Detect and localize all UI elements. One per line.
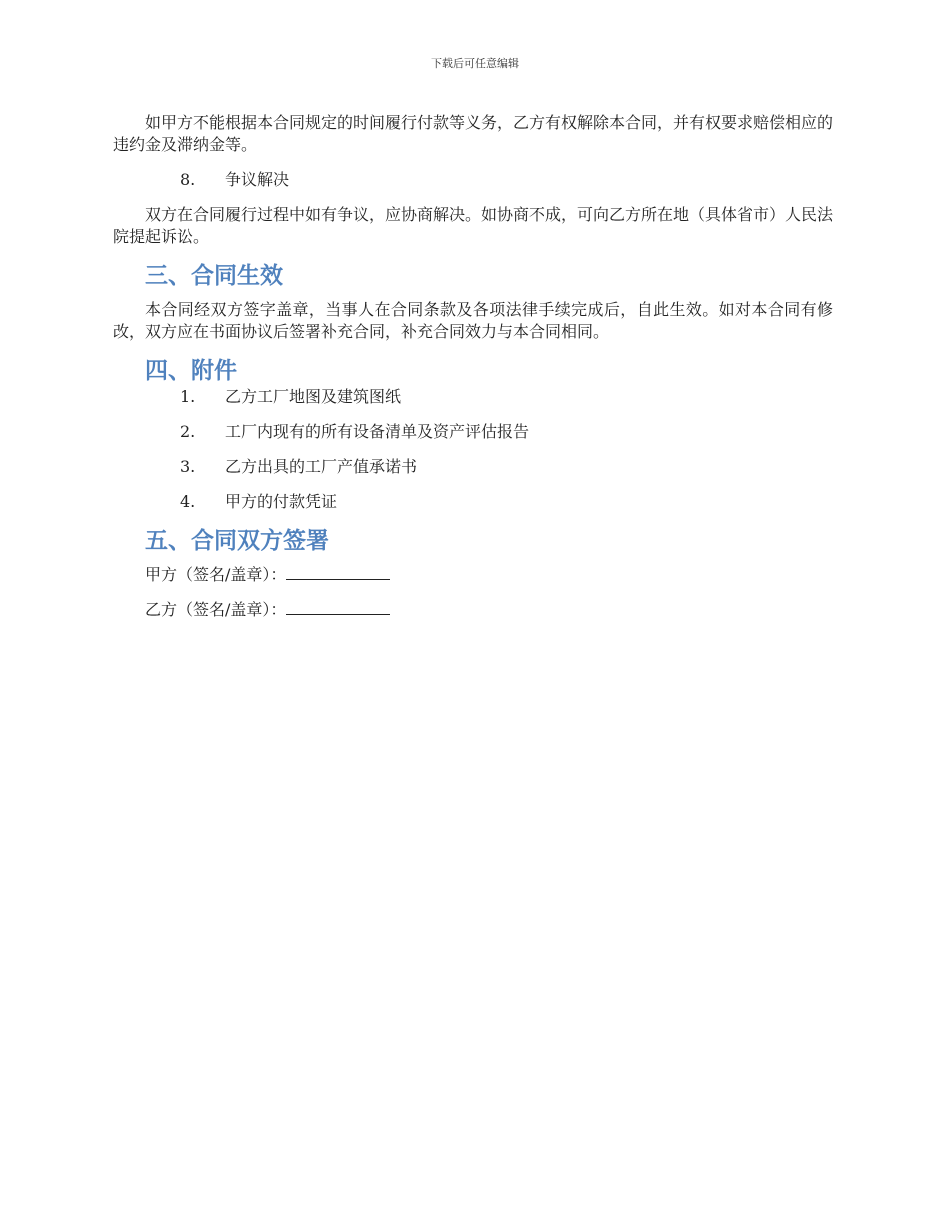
dispute-clause-heading <box>113 169 833 191</box>
dispute-clause-title: 争议解决 <box>225 170 290 189</box>
party-b-signature-label: 乙方（签名/盖章）： <box>145 600 287 619</box>
party-b-signature-line <box>145 599 833 621</box>
party-a-signature-line <box>145 564 833 586</box>
document-body <box>113 112 833 634</box>
dispute-clause-number: 8. <box>180 170 196 189</box>
effect-clause-paragraph: 本合同经双方签字盖章，当事人在合同条款及各项法律手续完成后，自此生效。如对本合同有修改，双方应在书面协议后签署补充合同，补充合同效力与本合同相同。 <box>113 300 833 341</box>
attachment-item-text: 甲方的付款凭证 <box>225 492 338 511</box>
party-a-signature-label: 甲方（签名/盖章）： <box>145 565 287 584</box>
party-a-signature-blank[interactable] <box>286 565 390 580</box>
attachment-item-number: 3. <box>180 457 196 476</box>
section-heading-signatures: 五、合同双方签署 <box>145 528 329 554</box>
attachment-item-number: 2. <box>180 422 196 441</box>
header-note: 下载后可任意编辑 <box>431 57 519 70</box>
attachment-item-text: 乙方出具的工厂产值承诺书 <box>225 457 418 476</box>
attachment-item-text: 乙方工厂地图及建筑图纸 <box>225 387 402 406</box>
attachment-item <box>113 421 833 443</box>
attachment-item <box>113 386 833 408</box>
attachment-item-text: 工厂内现有的所有设备清单及资产评估报告 <box>225 422 530 441</box>
section-heading-effect: 三、合同生效 <box>145 263 283 289</box>
attachment-item-number: 1. <box>180 387 196 406</box>
attachment-item <box>113 456 833 478</box>
party-b-signature-blank[interactable] <box>286 600 390 615</box>
dispute-clause-paragraph: 双方在合同履行过程中如有争议，应协商解决。如协商不成，可向乙方所在地（具体省市）人民法院提起诉讼。 <box>113 205 834 246</box>
attachment-item <box>113 491 833 513</box>
section-heading-attachments: 四、附件 <box>145 358 237 384</box>
payment-clause-paragraph: 如甲方不能根据本合同规定的时间履行付款等义务，乙方有权解除本合同，并有权要求赔偿相应的违约金及滞纳金等。 <box>113 113 834 154</box>
attachment-item-number: 4. <box>180 492 196 511</box>
